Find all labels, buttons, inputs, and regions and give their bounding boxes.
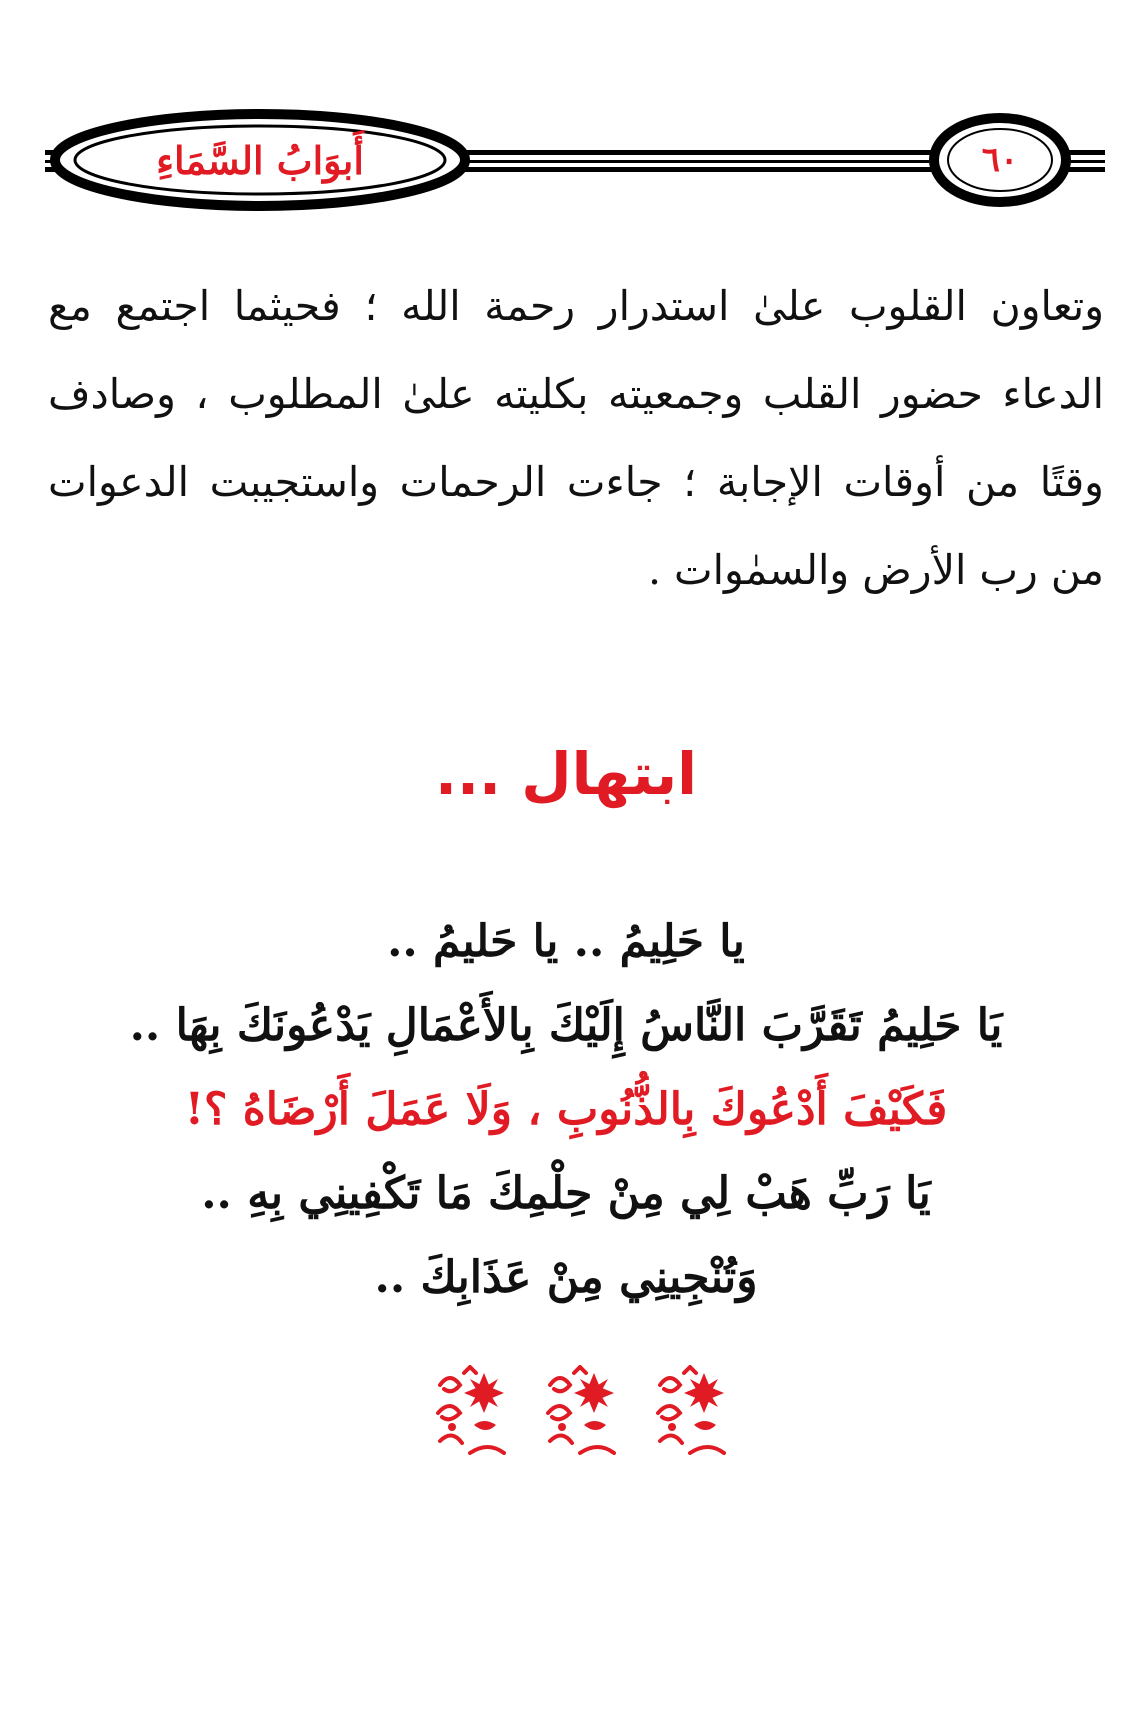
floral-ornament-icon [540, 1365, 620, 1455]
prayer-line-3: فَكَيْفَ أَدْعُوكَ بِالذُّنُوبِ ، وَلَا عَمَلَ أَرْضَاهُ ؟! [184, 1084, 948, 1135]
ornament-row [430, 1365, 730, 1455]
body-paragraph: وتعاون القلوب علىٰ استدرار رحمة الله ؛ فحيثما اجتمع مع الدعاء حضور القلب وجمعيته بكليته علىٰ المطلوب ، وصادف وقتًا من أوقات الإجابة ؛ جاءت الرحمات واستجيبت الدعوات من رب الأرض والسمٰوات . [48, 282, 1104, 594]
prayer-line-1: يا حَلِيمُ .. يا حَليمُ .. [387, 916, 745, 967]
prayer-block [40, 900, 1092, 1320]
page-number: ٦٠ [981, 140, 1019, 180]
prayer-line-5: وَتُنْجِينِي مِنْ عَذَابِكَ .. [374, 1252, 758, 1303]
floral-ornament-icon [430, 1365, 510, 1455]
book-title: أَبوَابُ السَّمَاءِ [156, 137, 364, 183]
section-heading: ابتهال ... [434, 740, 698, 808]
prayer-line-4: يَا رَبِّ هَبْ لِي مِنْ حِلْمِكَ مَا تَكْفِينِي بِهِ .. [201, 1168, 931, 1219]
page-header [0, 0, 1132, 220]
floral-ornament-icon [650, 1365, 730, 1455]
prayer-line-2: يَا حَلِيمُ تَقَرَّبَ النَّاسُ إِلَيْكَ بِالأَعْمَالِ يَدْعُونَكَ بِهَا .. [129, 1000, 1003, 1051]
